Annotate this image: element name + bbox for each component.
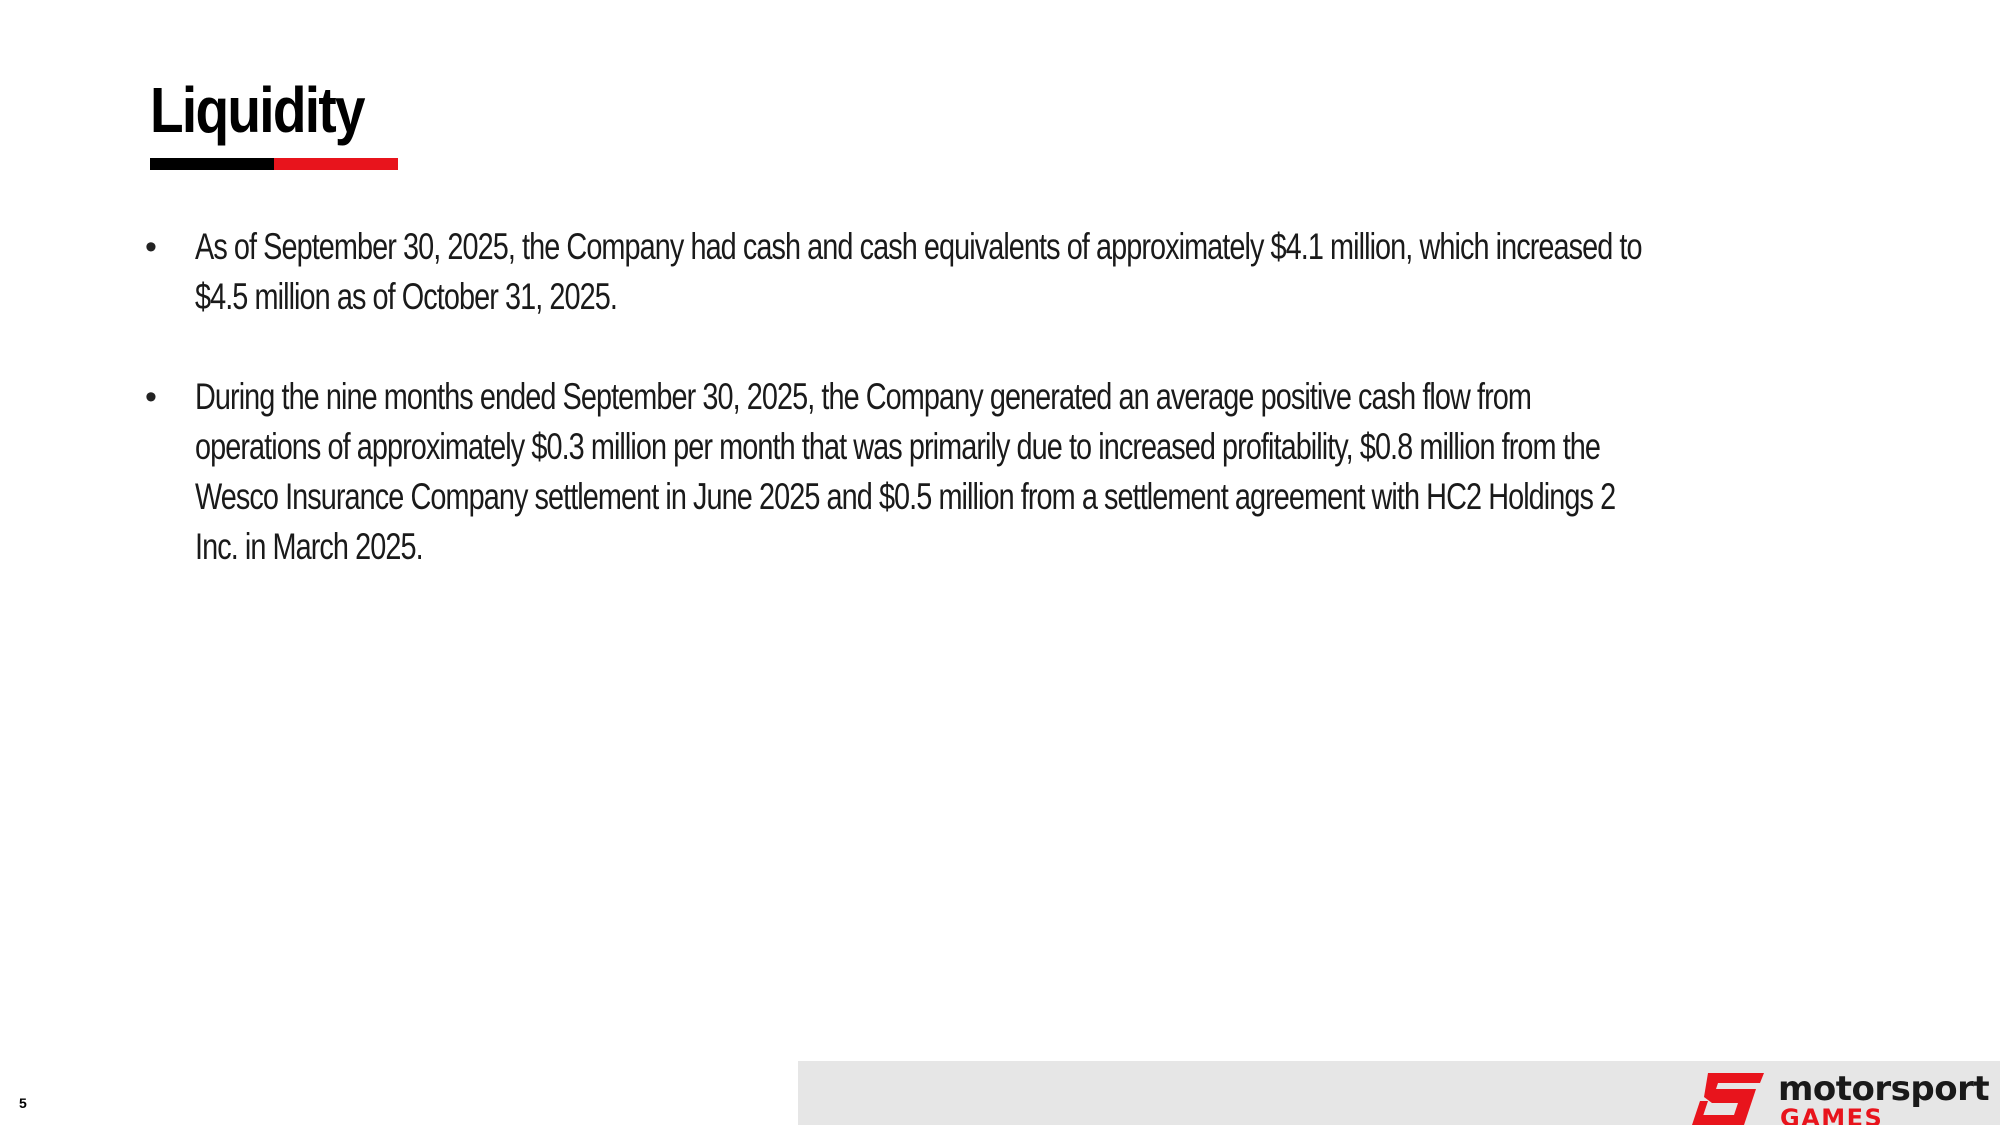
title-underline-black [150, 158, 274, 170]
slide-title: Liquidity [150, 74, 364, 146]
bullet-text-cash-flow: During the nine months ended September 30, 2025, the Company generated an average positive cash flow from operations of approximately $0.3 million per month that was primarily due to increased profitability, $0.8 million from the Wesco Insurance Company settlement in June 2025 and $0.5 million from a settlement agreement with HC2 Holdings 2 Inc. in March 2025. [195, 376, 1616, 567]
bullet-item-cash [145, 222, 1642, 322]
bullet-marker: • [145, 228, 157, 266]
title-underline [150, 158, 398, 170]
page-number: 5 [19, 1095, 27, 1111]
bullet-text-cash: As of September 30, 2025, the Company had cash and cash equivalents of approximately $4.1 million, which increased to $4.5 million as of October 31, 2025. [195, 226, 1642, 317]
motorsport-games-logo [1690, 1068, 1990, 1125]
bullet-item-cash-flow [145, 372, 1616, 572]
title-underline-red [274, 158, 398, 170]
bullet-list [145, 222, 1642, 622]
logo-wordmark: motorsport [1778, 1069, 1990, 1109]
motorsport-games-logo-icon [1690, 1071, 1768, 1125]
bullet-marker: • [145, 378, 157, 416]
logo-subtitle: GAMES [1780, 1104, 1884, 1125]
